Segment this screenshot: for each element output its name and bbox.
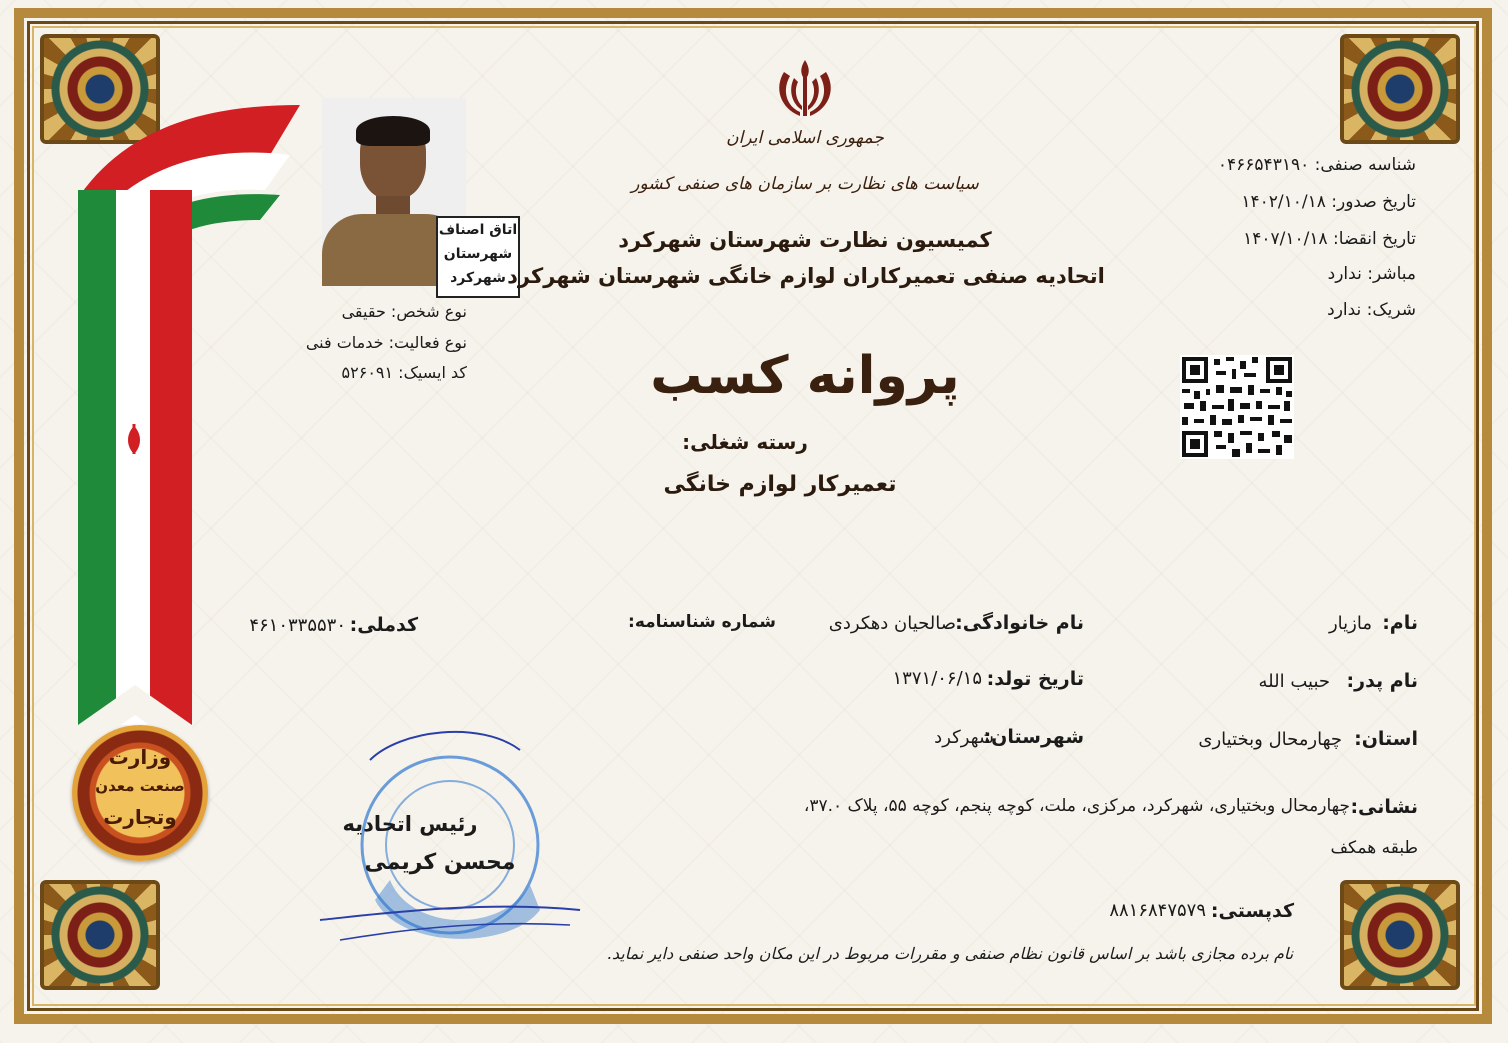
father-label: نام پدر:: [1346, 670, 1418, 692]
corner-ornament-bottom-right: [1340, 880, 1460, 990]
corner-ornament-bottom-left: [40, 880, 160, 990]
birth-label: تاریخ تولد:: [986, 668, 1084, 690]
manager: مباشر: ندارد: [1327, 264, 1416, 284]
photo-stamp-line2: شهرستان: [443, 246, 513, 262]
city: شهرکرد: [934, 727, 994, 748]
header-union: اتحادیه صنفی تعمیرکاران لوازم خانگی شهرستان شهرکرد: [507, 264, 1105, 288]
father-name: حبیب الله: [1258, 671, 1330, 692]
id-number-label: شماره شناسنامه:: [628, 612, 776, 632]
ministry-seal: [72, 725, 208, 861]
photo-stamp-line1: اتاق اصناف: [438, 222, 518, 238]
guild-id: شناسه صنفی: ۰۴۶۶۵۴۳۱۹۰: [1217, 155, 1416, 175]
category-label: رسته شغلی:: [682, 430, 808, 454]
province: چهارمحال وبختیاری: [1198, 729, 1342, 750]
footer-note: نام برده مجازی باشد بر اساس قانون نظام صنفی و مقررات مربوط در این مکان واحد صنفی دایر نماید.: [606, 944, 1294, 963]
signature-role: رئیس اتحادیه: [342, 812, 478, 836]
seal-line3: وتجارت: [103, 805, 177, 829]
city-label: شهرستان:: [983, 726, 1084, 748]
address-line2: طبقه همکف: [1330, 838, 1418, 858]
national-emblem-icon: [772, 58, 838, 120]
header-policy: سیاست های نظارت بر سازمان های صنفی کشور: [631, 174, 979, 194]
document-title: پروانه کسب: [650, 346, 960, 406]
postal-label: کدپستی:: [1210, 900, 1294, 922]
corner-ornament-top-right: [1340, 34, 1460, 144]
last-name-label: نام خانوادگی:: [955, 612, 1084, 634]
postal-code: ۸۸۱۶۸۴۷۵۷۹: [1109, 900, 1206, 921]
expiry-date: تاریخ انقضا: ۱۴۰۷/۱۰/۱۸: [1243, 229, 1416, 249]
isic-code: کد ایسیک: ۵۲۶۰۹۱: [341, 363, 467, 382]
first-name: مازیار: [1328, 613, 1372, 634]
first-name-label: نام:: [1382, 612, 1418, 634]
qr-code: [1180, 355, 1294, 459]
category-value: تعمیرکار لوازم خانگی: [663, 472, 897, 497]
seal-line2: صنعت معدن: [95, 777, 185, 795]
person-type: نوع شخص: حقیقی: [341, 302, 467, 321]
address-line1: چهارمحال وبختیاری، شهرکرد، مرکزی، ملت، کوچه پنجم، کوچه ۵۵، پلاک ۳۷.۰،: [803, 796, 1350, 816]
national-code-label: کدملی:: [349, 614, 418, 636]
activity-type: نوع فعالیت: خدمات فنی: [305, 333, 467, 352]
signature-name: محسن کریمی: [364, 850, 516, 875]
province-label: استان:: [1354, 728, 1418, 750]
address-label: نشانی:: [1350, 796, 1418, 818]
union-stamp: [280, 720, 600, 960]
national-code: ۴۶۱۰۳۳۵۵۳۰: [249, 615, 346, 636]
flag-ribbon: [70, 95, 310, 755]
last-name: صالحیان دهکردی: [828, 613, 956, 634]
seal-line1: وزارت: [108, 745, 172, 769]
birth-date: ۱۳۷۱/۰۶/۱۵: [892, 668, 982, 689]
issue-date: تاریخ صدور: ۱۴۰۲/۱۰/۱۸: [1241, 192, 1416, 212]
photo-stamp-line3: شهرکرد: [450, 270, 506, 286]
header-republic: جمهوری اسلامی ایران: [726, 128, 884, 148]
partner: شریک: ندارد: [1327, 300, 1416, 320]
header-commission: کمیسیون نظارت شهرستان شهرکرد: [618, 228, 992, 252]
